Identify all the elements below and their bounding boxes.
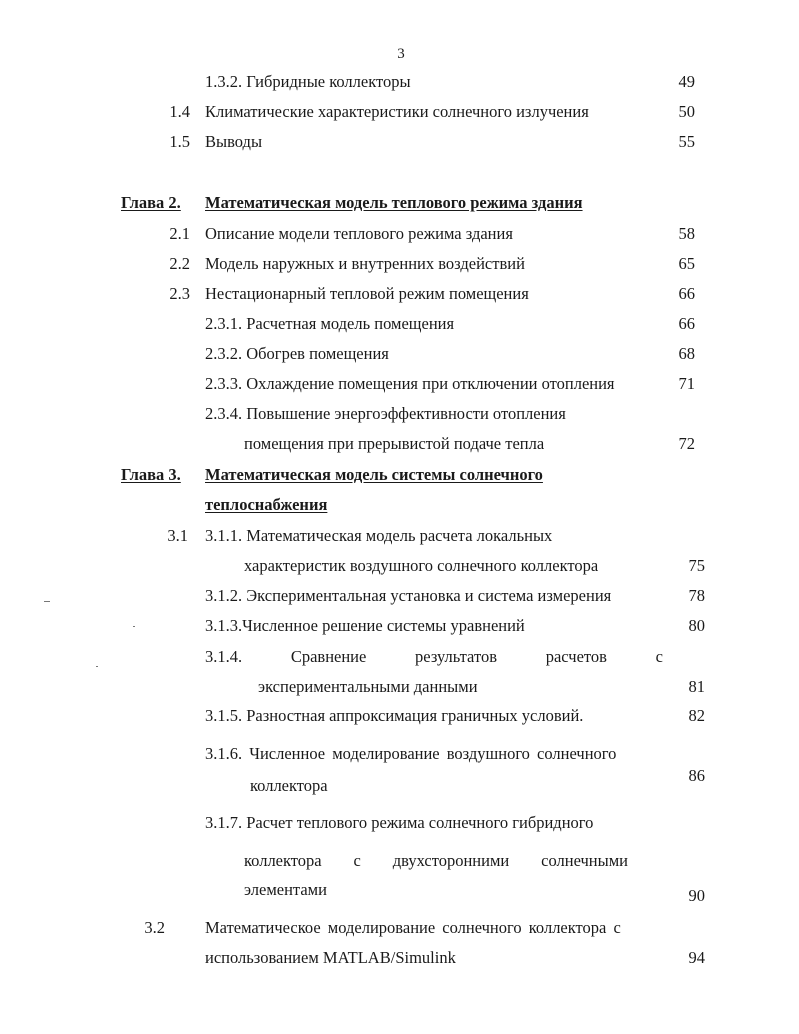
toc-entry-2-1-number: 2.1 <box>169 224 190 243</box>
toc-entry-3-1-4-word: 3.1.4. <box>205 647 243 666</box>
toc-entry-3-1-7-word: с <box>353 851 361 870</box>
toc-entry-3-1-5-label: 3.1.5. Разностная аппроксимация граничных условий. <box>205 706 584 725</box>
toc-entry-3-1-7-page: 90 <box>688 886 705 905</box>
toc-entry-3-1-6-page: 86 <box>688 766 705 785</box>
toc-entry-1-5-label: Выводы <box>205 132 263 151</box>
toc-entry-1-3-2-page: 49 <box>678 72 695 91</box>
scan-speck <box>133 626 135 627</box>
page-number: 3 <box>397 46 405 62</box>
chapter-3-title-line1: Математическая модель системы солнечного <box>205 465 543 484</box>
toc-entry-1-4-label: Климатические характеристики солнечного излучения <box>205 102 589 121</box>
toc-entry-2-3-number: 2.3 <box>169 284 190 303</box>
toc-entry-2-3-4-page: 72 <box>678 434 695 453</box>
toc-entry-3-1-6-line2: коллектора <box>250 776 328 795</box>
toc-entry-1-4-number: 1.4 <box>169 102 190 121</box>
toc-entry-3-1-2-label: 3.1.2. Экспериментальная установка и система измерения <box>205 586 612 605</box>
toc-entry-3-1-6-line1: 3.1.6. Численное моделирование воздушного солнечного <box>205 744 617 763</box>
toc-entry-2-3-2-label: 2.3.2. Обогрев помещения <box>205 344 389 363</box>
toc-entry-2-3-1-label: 2.3.1. Расчетная модель помещения <box>205 314 455 333</box>
toc-entry-3-1-2-page: 78 <box>688 586 705 605</box>
toc-entry-3-1-1-line1: 3.1.1. Математическая модель расчета локальных <box>205 526 553 545</box>
toc-entry-3-1-4-word: расчетов <box>545 647 607 666</box>
toc-entry-3-2-page: 94 <box>688 948 705 967</box>
toc-entry-2-1-label: Описание модели теплового режима здания <box>205 224 513 243</box>
toc-entry-2-3-1-page: 66 <box>678 314 695 333</box>
toc-entry-3-1-7-line3: элементами <box>244 880 327 899</box>
toc-entry-2-3-3-label: 2.3.3. Охлаждение помещения при отключении отопления <box>205 374 615 393</box>
chapter-2-number: Глава 2. <box>121 193 181 212</box>
toc-entry-3-1-7-word: двухсторонними <box>392 851 510 870</box>
chapter-3-title-line2: теплоснабжения <box>205 495 328 514</box>
toc-entry-3-1-7-word: солнечными <box>541 851 628 870</box>
toc-entry-2-3-label: Нестационарный тепловой режим помещения <box>205 284 529 303</box>
toc-entry-2-3-page: 66 <box>678 284 695 303</box>
toc-entry-3-1-4-word: результатов <box>415 647 497 666</box>
toc-entry-2-3-4-line2: помещения при прерывистой подаче тепла <box>244 434 545 453</box>
toc-entry-2-3-3-page: 71 <box>678 374 695 393</box>
toc-entry-1-4-page: 50 <box>678 102 695 121</box>
toc-entry-3-1-1-page: 75 <box>688 556 705 575</box>
toc-entry-3-1-4-page: 81 <box>688 677 705 696</box>
toc-entry-1-5-number: 1.5 <box>169 132 190 151</box>
toc-entry-3-1-1-line2: характеристик воздушного солнечного коллектора <box>244 556 599 575</box>
scan-speck <box>44 601 50 602</box>
toc-entry-3-1-7-line1: 3.1.7. Расчет теплового режима солнечного гибридного <box>205 813 594 832</box>
toc-entry-3-1-number: 3.1 <box>167 526 188 545</box>
toc-entry-3-1-5-page: 82 <box>688 706 705 725</box>
toc-entry-3-1-3-page: 80 <box>688 616 705 635</box>
toc-entry-3-1-7-line2 <box>244 851 628 871</box>
toc-entry-3-1-4-line2: экспериментальными данными <box>258 677 478 696</box>
toc-entry-1-3-2-label: 1.3.2. Гибридные коллекторы <box>205 72 411 91</box>
toc-entry-3-1-4-word: Сравнение <box>290 647 367 666</box>
toc-entry-2-1-page: 58 <box>678 224 695 243</box>
toc-entry-2-2-page: 65 <box>678 254 695 273</box>
chapter-3-number: Глава 3. <box>121 465 181 484</box>
toc-entry-2-2-number: 2.2 <box>169 254 190 273</box>
chapter-2-title: Математическая модель теплового режима здания <box>205 193 583 212</box>
toc-entry-2-3-4-line1: 2.3.4. Повышение энергоэффективности отопления <box>205 404 566 423</box>
toc-entry-3-2-line1: Математическое моделирование солнечного коллектора с <box>205 918 621 937</box>
toc-entry-3-2-number: 3.2 <box>144 918 165 937</box>
toc-entry-1-5-page: 55 <box>678 132 695 151</box>
toc-entry-3-1-7-word: коллектора <box>244 851 322 870</box>
scan-speck <box>96 666 98 667</box>
toc-entry-3-1-3-label: 3.1.3.Численное решение системы уравнений <box>205 616 525 635</box>
toc-entry-3-1-4-line1 <box>205 647 663 667</box>
toc-entry-2-2-label: Модель наружных и внутренних воздействий <box>205 254 525 273</box>
toc-entry-3-2-line2: использованием MATLAB/Simulink <box>205 948 456 967</box>
toc-entry-2-3-2-page: 68 <box>678 344 695 363</box>
toc-entry-3-1-4-word: с <box>655 647 663 666</box>
